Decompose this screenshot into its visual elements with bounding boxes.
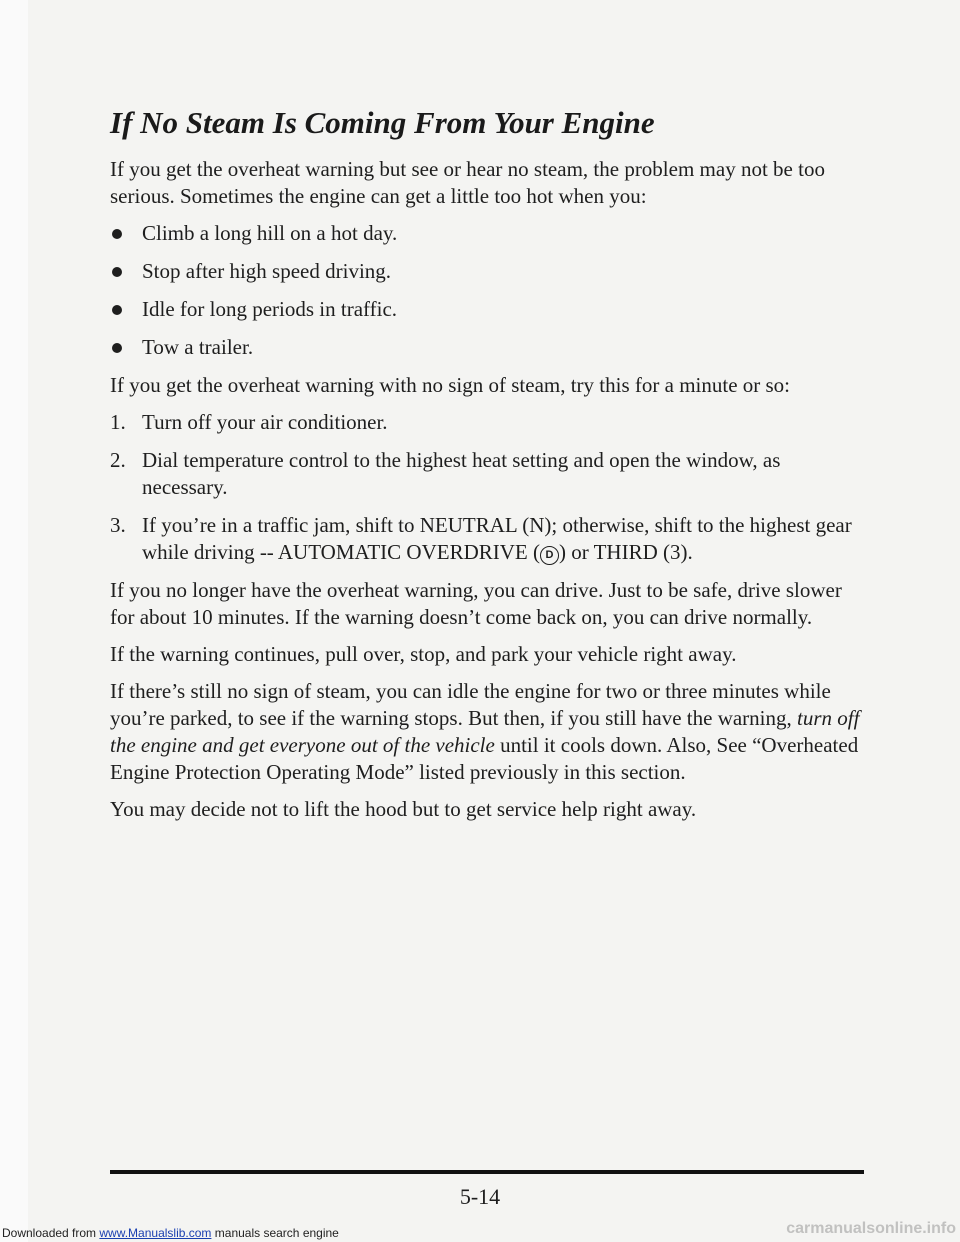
conditions-list [110, 220, 862, 361]
service-help-paragraph: You may decide not to lift the hood but to get service help right away. [110, 797, 697, 821]
step-number: 3. [110, 513, 126, 537]
step-text: Turn off your air conditioner. [142, 410, 388, 434]
page-number: 5-14 [459, 1184, 501, 1209]
footer-rule [110, 1170, 864, 1174]
list-item: Stop after high speed driving. [110, 258, 862, 285]
list-item: Tow a trailer. [110, 334, 862, 361]
bullet-icon [112, 267, 122, 277]
intro-paragraph: If you get the overheat warning but see or hear no steam, the problem may not be too serious. Sometimes the engine can get a little too hot when you: [110, 157, 825, 208]
bullet-icon [112, 305, 122, 315]
warning-continues-paragraph: If the warning continues, pull over, stop, and park your vehicle right away. [110, 642, 737, 666]
bullet-icon [112, 343, 122, 353]
idle-engine-paragraph: If there’s still no sign of steam, you can idle the engine for two or three minutes while you’re parked, to see if the warning stops. But then, if you still have the warning, turn off the engine and get everyone out of the vehicle until it cools down. Also, See “Overheated Engine Protection Operating Mode” listed previously in this section. [110, 679, 860, 784]
step-text: Dial temperature control to the highest heat setting and open the window, as necessary. [142, 448, 781, 499]
step-item [110, 447, 862, 501]
overdrive-symbol-icon: D [540, 546, 559, 565]
bullet-icon [112, 229, 122, 239]
steps-intro-paragraph: If you get the overheat warning with no sign of steam, try this for a minute or so: [110, 373, 791, 397]
step-text: If you’re in a traffic jam, shift to NEUTRAL (N); otherwise, shift to the highest gear while driving -- AUTOMATIC OVERDRIVE ( [142, 513, 852, 564]
manualslib-link[interactable]: www.Manualslib.com [99, 1226, 212, 1240]
page-content [110, 104, 862, 833]
section-heading: If No Steam Is Coming From Your Engine [110, 105, 655, 140]
emphasis-text: turn off the engine and get everyone out of the vehicle [110, 706, 860, 757]
list-item: Climb a long hill on a hot day. [110, 220, 862, 247]
step-text-continued: ) or THIRD (3). [559, 540, 693, 564]
drive-normally-paragraph: If you no longer have the overheat warning, you can drive. Just to be safe, drive slower for about 10 minutes. If the warning doesn’t come back on, you can drive normally. [110, 578, 842, 629]
step-item [110, 409, 862, 436]
step-number: 2. [110, 448, 126, 472]
step-item [110, 512, 862, 566]
download-footer: Downloaded from www.Manualslib.com manuals search engine [2, 1226, 339, 1240]
list-item: Idle for long periods in traffic. [110, 296, 862, 323]
site-watermark: carmanualsonline.info [786, 1220, 956, 1237]
steps-list [110, 409, 862, 566]
left-margin-strip [0, 0, 28, 1242]
step-number: 1. [110, 410, 126, 434]
